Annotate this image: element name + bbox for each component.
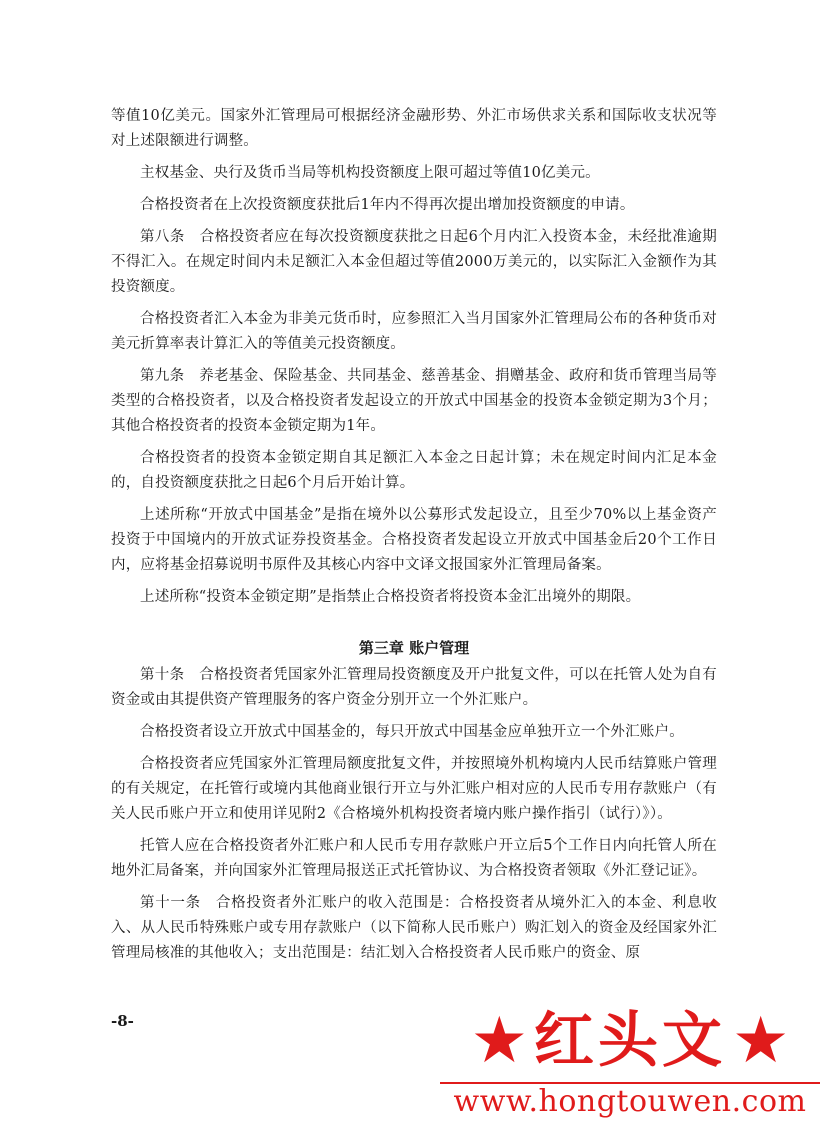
- paragraph: 主权基金、央行及货币当局等机构投资额度上限可超过等值10亿美元。: [140, 165, 600, 181]
- paragraph: 托管人应在合格投资者外汇账户和人民币专用存款账户开立后5个工作日内向托管人所在地外汇局备案，并向国家外汇管理局报送正式托管协议、为合格投资者领取《外汇登记证》。: [111, 838, 717, 879]
- watermark-title-text: 红头文: [534, 1006, 726, 1076]
- paragraph: 合格投资者汇入本金为非美元货币时，应参照汇入当月国家外汇管理局公布的各种货币对美元折算率表计算汇入的等值美元投资额度。: [111, 311, 717, 352]
- paragraph: 合格投资者的投资本金锁定期自其足额汇入本金之日起计算；未在规定时间内汇足本金的，自投资额度获批之日起6个月后开始计算。: [111, 450, 717, 491]
- watermark: [440, 1000, 820, 1120]
- paragraph: 合格投资者在上次投资额度获批后1年内不得再次提出增加投资额度的申请。: [140, 197, 635, 213]
- paragraph: 合格投资者设立开放式中国基金的，每只开放式中国基金应单独开立一个外汇账户。: [140, 724, 684, 740]
- page-number: -8-: [111, 1012, 134, 1030]
- paragraph: 第八条 合格投资者应在每次投资额度获批之日起6个月内汇入投资本金，未经批准逾期不得汇入。在规定时间内未足额汇入本金但超过等值2000万美元的，以实际汇入金额作为其投资额度。: [111, 229, 717, 295]
- watermark-title: [440, 1000, 820, 1082]
- star-icon: ★: [470, 1004, 528, 1078]
- paragraph: 上述所称“开放式中国基金”是指在境外以公募形式发起设立，且至少70%以上基金资产投资于中国境内的开放式证券投资基金。合格投资者发起设立开放式中国基金后20个工作日内，应将基金招募说明书原件及其核心内容中文译文报国家外汇管理局备案。: [111, 507, 717, 573]
- paragraph: 合格投资者应凭国家外汇管理局额度批复文件，并按照境外机构境内人民币结算账户管理的有关规定，在托管行或境内其他商业银行开立与外汇账户相对应的人民币专用存款账户（有关人民币账户开立和使用详见附2《合格境外机构投资者境内账户操作指引（试行）》）。: [111, 756, 717, 822]
- star-icon: ★: [732, 1004, 790, 1078]
- watermark-url: www.hongtouwen.com: [453, 1084, 807, 1119]
- paragraph: 上述所称“投资本金锁定期”是指禁止合格投资者将投资本金汇出境外的期限。: [140, 589, 641, 605]
- paragraph: 等值10亿美元。国家外汇管理局可根据经济金融形势、外汇市场供求关系和国际收支状况等对上述限额进行调整。: [111, 108, 717, 149]
- paragraph: 第九条 养老基金、保险基金、共同基金、慈善基金、捐赠基金、政府和货币管理当局等类型的合格投资者，以及合格投资者发起设立的开放式中国基金的投资本金锁定期为3个月；其他合格投资者的投资本金锁定期为1年。: [111, 368, 717, 434]
- paragraph: 第十一条 合格投资者外汇账户的收入范围是：合格投资者从境外汇入的本金、利息收入、从人民币特殊账户或专用存款账户（以下简称人民币账户）购汇划入的资金及经国家外汇管理局核准的其他收入；支出范围是：结汇划入合格投资者人民币账户的资金、原: [111, 895, 717, 961]
- paragraph: 第十条 合格投资者凭国家外汇管理局投资额度及开户批复文件，可以在托管人处为自有资金或由其提供资产管理服务的客户资金分别开立一个外汇账户。: [111, 667, 717, 708]
- chapter-title: 第三章 账户管理: [358, 639, 470, 657]
- document-body: [111, 104, 717, 973]
